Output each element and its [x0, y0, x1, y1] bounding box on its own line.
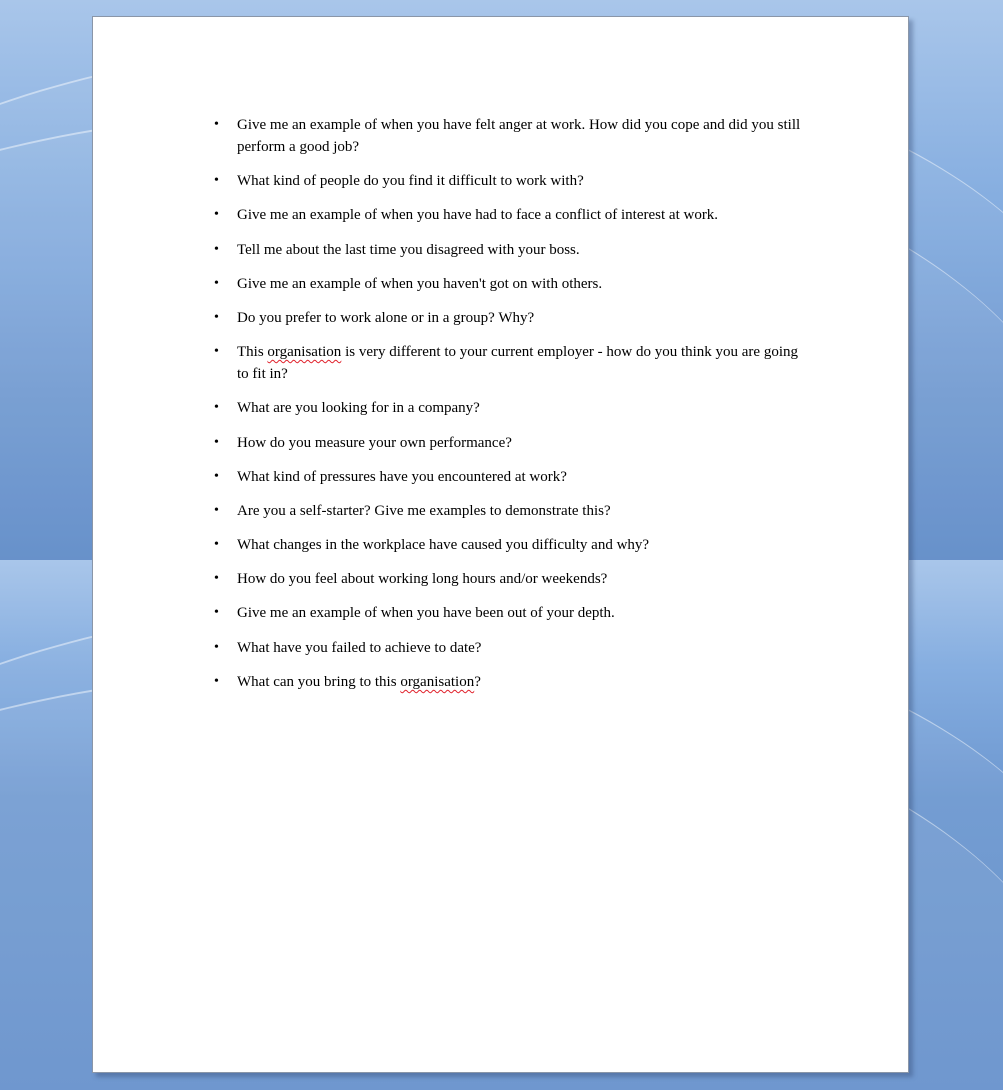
question-text	[237, 640, 481, 656]
list-item	[211, 466, 801, 488]
question-text-segment: What have you failed to achieve to date?	[237, 639, 482, 656]
list-item	[211, 568, 801, 590]
list-item	[211, 602, 801, 624]
list-item	[211, 637, 801, 659]
question-text-segment: Tell me about the last time you disagreed with your boss.	[237, 241, 580, 258]
bullet-icon: •	[214, 502, 219, 518]
list-item	[211, 204, 801, 226]
bullet-icon: •	[214, 207, 219, 223]
list-item	[211, 239, 801, 261]
list-item	[211, 397, 801, 419]
question-text	[237, 571, 607, 587]
list-item	[211, 307, 801, 329]
bullet-icon: •	[214, 605, 219, 621]
list-item	[211, 432, 801, 454]
question-text	[237, 242, 580, 258]
question-text	[237, 469, 567, 485]
question-text-segment: How do you measure your own performance?	[237, 434, 512, 451]
question-text	[237, 173, 584, 189]
spelling-error-underline[interactable]: organisation	[267, 344, 342, 361]
question-text	[237, 276, 602, 292]
question-text-segment: What can you bring to this	[237, 673, 401, 690]
question-text	[237, 117, 800, 155]
bullet-icon: •	[214, 309, 219, 325]
list-item	[211, 671, 801, 693]
question-text	[237, 344, 798, 382]
bullet-icon: •	[214, 400, 219, 416]
question-text	[237, 310, 534, 326]
bullet-icon: •	[214, 639, 219, 655]
question-text	[237, 605, 615, 621]
bullet-icon: •	[214, 275, 219, 291]
question-text	[237, 435, 512, 451]
question-text-segment: What are you looking for in a company?	[237, 400, 480, 417]
question-text-segment: How do you feel about working long hours and/or weekends?	[237, 571, 608, 588]
question-text	[237, 503, 611, 519]
list-item	[211, 114, 801, 158]
bullet-icon: •	[214, 468, 219, 484]
bullet-icon: •	[214, 537, 219, 553]
spelling-error-underline[interactable]: organisation	[400, 673, 475, 690]
list-item	[211, 500, 801, 522]
question-text-segment: Give me an example of when you have had to face a conflict of interest at work.	[237, 207, 719, 224]
question-text-segment: What kind of pressures have you encountered at work?	[237, 468, 567, 485]
question-text-segment: is very different to your current employer - how do you think you are going to fit in?	[237, 344, 799, 383]
bullet-icon: •	[214, 117, 219, 132]
question-text-segment: Give me an example of when you have felt anger at work. How did you cope and did you still perform a good job?	[237, 117, 801, 155]
question-text-segment: ?	[474, 673, 481, 690]
document-page[interactable]	[92, 16, 909, 1073]
bullet-icon: •	[214, 344, 219, 360]
question-text	[237, 674, 481, 690]
question-text-segment: Give me an example of when you have been out of your depth.	[237, 605, 615, 622]
bullet-icon: •	[214, 434, 219, 450]
question-list	[211, 114, 801, 705]
question-text-segment: Do you prefer to work alone or in a group? Why?	[237, 309, 535, 326]
question-text	[237, 207, 718, 223]
list-item	[211, 534, 801, 556]
question-text-segment: This	[237, 344, 268, 361]
bullet-icon: •	[214, 241, 219, 257]
question-text-segment: Give me an example of when you haven't got on with others.	[237, 275, 603, 292]
list-item	[211, 341, 801, 385]
question-text-segment: What changes in the workplace have caused you difficulty and why?	[237, 537, 650, 554]
question-text	[237, 400, 480, 416]
question-text-segment: What kind of people do you find it difficult to work with?	[237, 173, 584, 190]
list-item	[211, 273, 801, 295]
question-text-segment: Are you a self-starter? Give me examples to demonstrate this?	[237, 502, 611, 519]
bullet-icon: •	[214, 173, 219, 189]
list-item	[211, 170, 801, 192]
bullet-icon: •	[214, 673, 219, 689]
bullet-icon: •	[214, 571, 219, 587]
question-text	[237, 537, 649, 553]
